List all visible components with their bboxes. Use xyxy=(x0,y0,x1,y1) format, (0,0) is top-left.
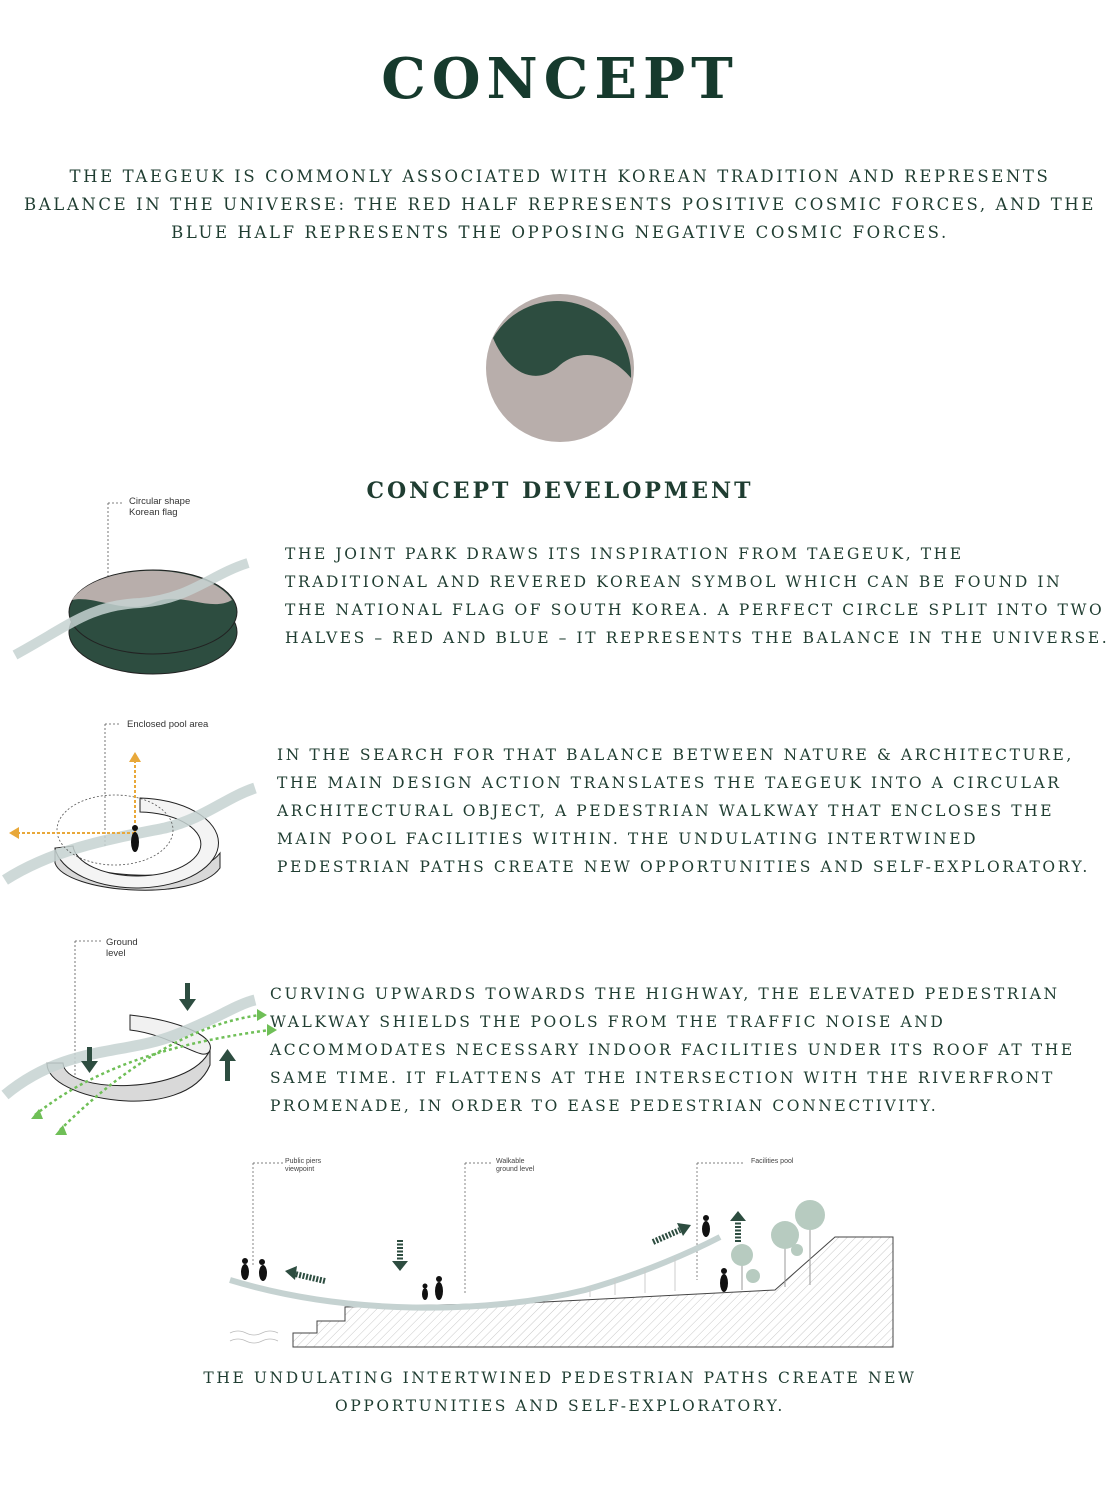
label-walkable: Walkable xyxy=(496,1158,525,1165)
concept-development-heading: CONCEPT DEVELOPMENT xyxy=(366,478,754,504)
closing-paragraph: THE UNDULATING INTERTWINED PEDESTRIAN PATHS CREATE NEW OPPORTUNITIES AND SELF-EXPLORATORY. xyxy=(203,1369,917,1415)
development-text-3: CURVING UPWARDS TOWARDS THE HIGHWAY, THE ELEVATED PEDESTRIAN WALKWAY SHIELDS THE POOLS FROM THE TRAFFIC NOISE AND ACCOMMODATES NECESSARY INDOOR FACILITIES UNDER ITS ROOF AT THE SAME TIME. IT FLATTENS AT THE INTERSECTION WITH THE RIVERFRONT PROMENADE, IN ORDER TO EASE PEDESTRIAN CONNECTIVITY. xyxy=(270,985,1075,1115)
development-text-2: IN THE SEARCH FOR THAT BALANCE BETWEEN NATURE & ARCHITECTURE, THE MAIN DESIGN ACTION TRANSLATES THE TAEGEUK INTO A CIRCULAR ARCHITECTURAL OBJECT, A PEDESTRIAN WALKWAY THAT ENCLOSES THE MAIN POOL FACILITIES WITHIN. THE UNDULATING INTERTWINED PEDESTRIAN PATHS CREATE NEW OPPORTUNITIES AND SELF-EXPLORATORY. xyxy=(277,746,1090,876)
intro-paragraph: THE TAEGEUK IS COMMONLY ASSOCIATED WITH KOREAN TRADITION AND REPRESENTS BALANCE IN THE UNIVERSE: THE RED HALF REPRESENTS POSITIVE COSMIC FORCES, AND THE BLUE HALF REPRESENTS THE OPPOSING NEGATIVE COSMIC FORCES. xyxy=(24,167,1096,242)
development-text-1: THE JOINT PARK DRAWS ITS INSPIRATION FROM TAEGEUK, THE TRADITIONAL AND REVERED KOREAN SYMBOL WHICH CAN BE FOUND IN THE NATIONAL FLAG OF SOUTH KOREA. A PERFECT CIRCLE SPLIT INTO TWO HALVES – RED AND BLUE – IT REPRESENTS THE BALANCE IN THE UNIVERSE. xyxy=(285,545,1110,647)
label-enclosed-pool: Enclosed pool area xyxy=(127,719,209,730)
label-ground: Ground xyxy=(106,937,138,948)
label-ground-level: ground level xyxy=(496,1166,535,1173)
label-level: level xyxy=(106,948,126,959)
page-title: CONCEPT xyxy=(381,46,739,112)
label-circular-shape: Circular shape xyxy=(129,496,191,507)
label-viewpoint: viewpoint xyxy=(285,1166,315,1173)
label-facilities-pool: Facilities pool xyxy=(751,1158,794,1165)
taegeuk-symbol xyxy=(485,293,635,443)
label-public-piers: Public piers xyxy=(285,1158,322,1165)
label-korean-flag: Korean flag xyxy=(129,507,178,518)
